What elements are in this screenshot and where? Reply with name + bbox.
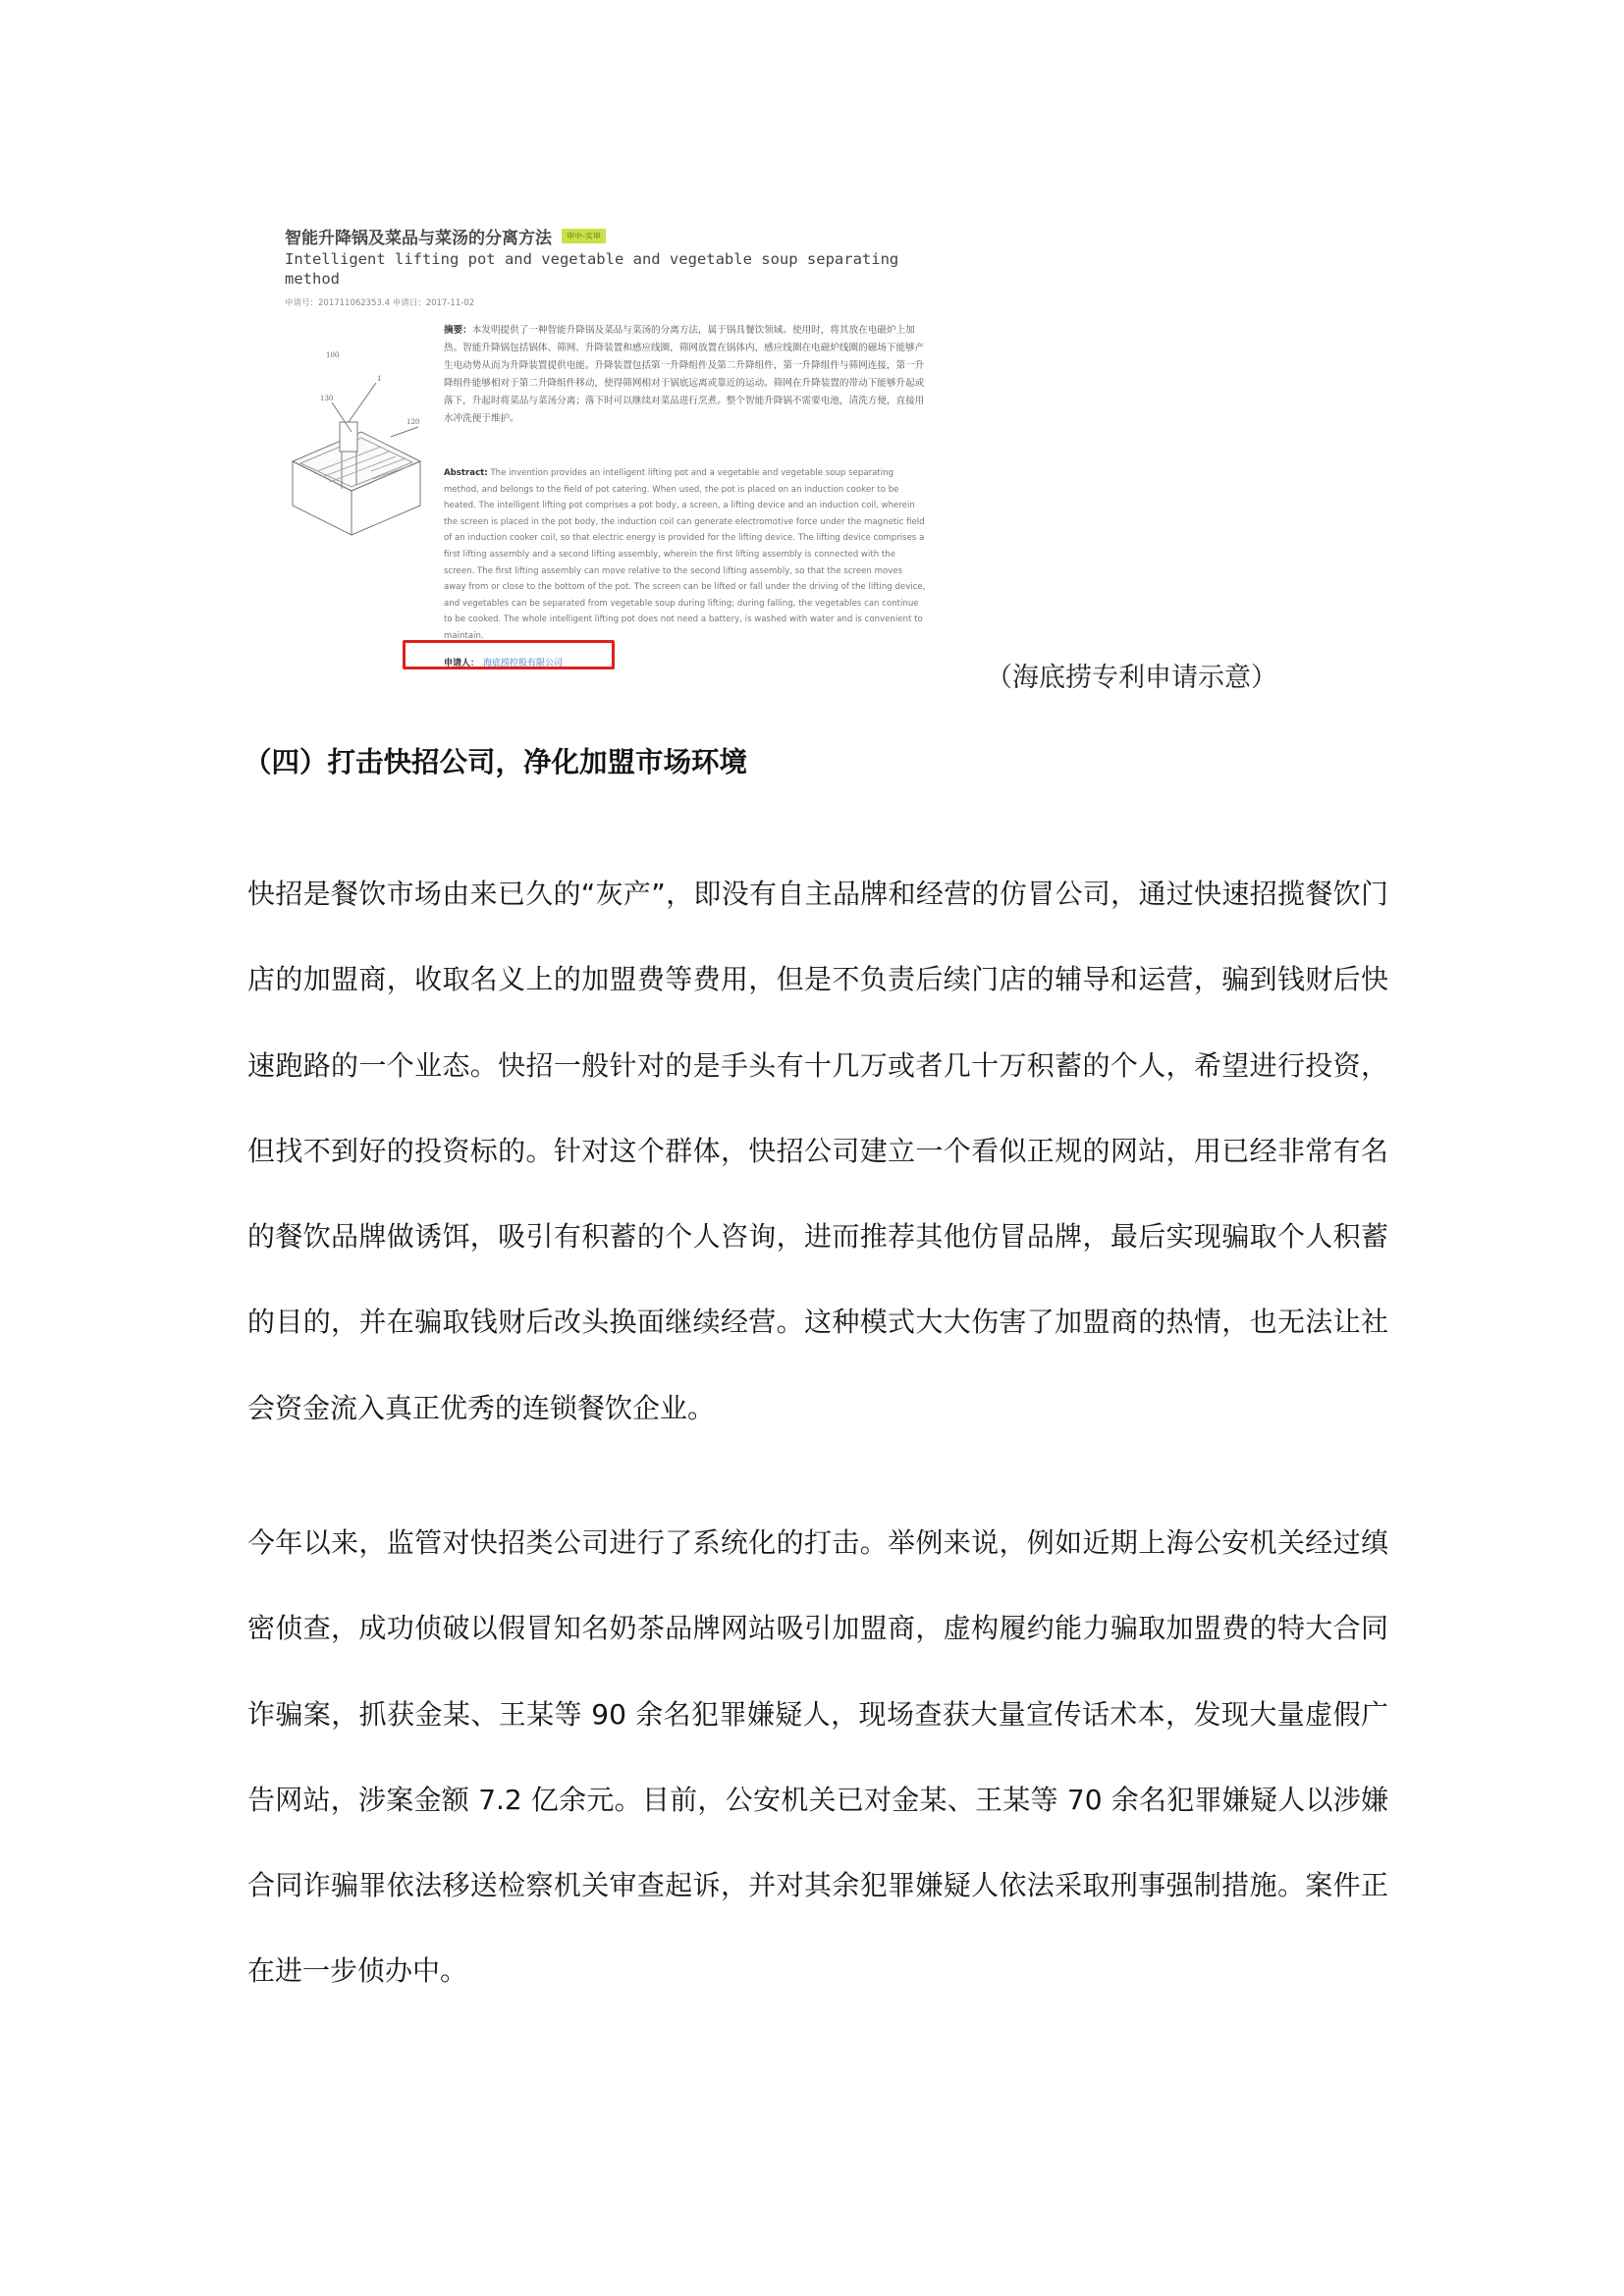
figure-caption: （海底捞专利申请示意） xyxy=(986,663,1277,693)
applicant-link[interactable]: 海底捞控股有限公司 xyxy=(483,659,564,668)
paragraph: 快招是餐饮市场由来已久的“灰产”，即没有自主品牌和经营的仿冒公司，通过快速招揽餐饮门店的加盟商，收取名义上的加盟费等费用，但是不负责后续门店的辅导和运营，骗到钱财后快速跑路的一个业态。快招一般针对的是手头有十几万或者几十万积蓄的个人，希望进行投资，但找不到好的投资标的。针对这个群体，快招公司建立一个看似正规的网站，用已经非常有名的餐饮品牌做诱饵，吸引有积蓄的个人咨询，进而推荐其他仿冒品牌，最后实现骗取个人积蓄的目的，并在骗取钱财后改头换面继续经营。这种模式大大伤害了加盟商的热情，也无法让社会资金流入真正优秀的连锁餐饮企业。 xyxy=(247,878,1388,1424)
applicant-label: 申请人： xyxy=(444,659,480,668)
patent-abstract-cn xyxy=(444,322,927,428)
drawing-label: 130 xyxy=(320,395,334,402)
abstract-en-text: The invention provides an intelligent lifting pot and a vegetable and vegetable soup separating method, and belongs to the field of pot catering. When used, the pot is placed on an induction cooker to be heated. The intelligent lifting pot comprises a pot body, a screen, a lifting device and an induction coil, wherein the screen is placed in the pot body, the induction coil can generate electromotive force under the magnetic field of an induction cooker coil, so that electric energy is provided for the lifting device. The lifting device comprises a first lifting assembly and a second lifting assembly, wherein the first lifting assembly is connected with the screen. The first lifting assembly can move relative to the second lifting assembly, so that the screen moves away from or close to the bottom of the pot. The screen can be lifted or fall under the driving of the lifting device, and vegetables can be separated from vegetable soup during lifting; during falling, the vegetables can continue to be cooked. The whole intelligent lifting pot does not need a battery, is washed with water and is convenient to maintain. xyxy=(444,468,926,641)
abstract-en-label: Abstract: xyxy=(444,468,488,478)
patent-title-cn: 智能升降锅及菜品与菜汤的分离方法 xyxy=(285,229,552,248)
patent-title-row xyxy=(285,224,606,248)
patent-abstract-en xyxy=(444,465,927,645)
patent-application-meta: 申请号：201711062353.4 申请日：2017-11-02 xyxy=(285,298,475,308)
patent-drawing xyxy=(283,324,430,648)
drawing-label: 100 xyxy=(326,351,340,359)
drawing-label: 1 xyxy=(377,375,382,383)
highlight-box xyxy=(403,640,615,669)
drawing-label: 120 xyxy=(406,418,420,426)
section-heading: （四）打击快招公司，净化加盟市场环境 xyxy=(244,746,748,778)
abstract-cn-text: 本发明提供了一种智能升降锅及菜品与菜汤的分离方法，属于锅具餐饮领域。使用时，将其放在电磁炉上加热。智能升降锅包括锅体、筛网、升降装置和感应线圈，筛网放置在锅体内，感应线圈在电磁炉线圈的磁场下能够产生电动势从而为升降装置提供电能。升降装置包括第一升降组件及第二升降组件，第一升降组件与筛网连接，第一升降组件能够相对于第二升降组件移动，使得筛网相对于锅底远离或靠近的运动。筛网在升降装置的带动下能够升起或落下，升起时将菜品与菜汤分离；落下时可以继续对菜品进行烹煮。整个智能升降锅不需要电池，清洗方便，直接用水冲洗便于维护。 xyxy=(444,325,925,424)
patent-title-en: Intelligent lifting pot and vegetable and vegetable soup separating method xyxy=(285,250,899,288)
patent-status-badge: 审中-实审 xyxy=(562,229,606,243)
abstract-cn-label: 摘要： xyxy=(444,325,472,336)
paragraph: 今年以来，监管对快招类公司进行了系统化的打击。举例来说，例如近期上海公安机关经过缜密侦查，成功侦破以假冒知名奶茶品牌网站吸引加盟商，虚构履约能力骗取加盟费的特大合同诈骗案，抓获金某、王某等 90 余名犯罪嫌疑人，现场查获大量宣传话术本，发现大量虚假广告网站，涉案金额 7.2 亿余元。目前，公安机关已对金某、王某等 70 余名犯罪嫌疑人以涉嫌合同诈骗罪依法移送检察机关审查起诉，并对其余犯罪嫌疑人依法采取刑事强制措施。案件正在进一步侦办中。 xyxy=(247,1526,1388,1988)
patent-screenshot xyxy=(279,214,937,675)
